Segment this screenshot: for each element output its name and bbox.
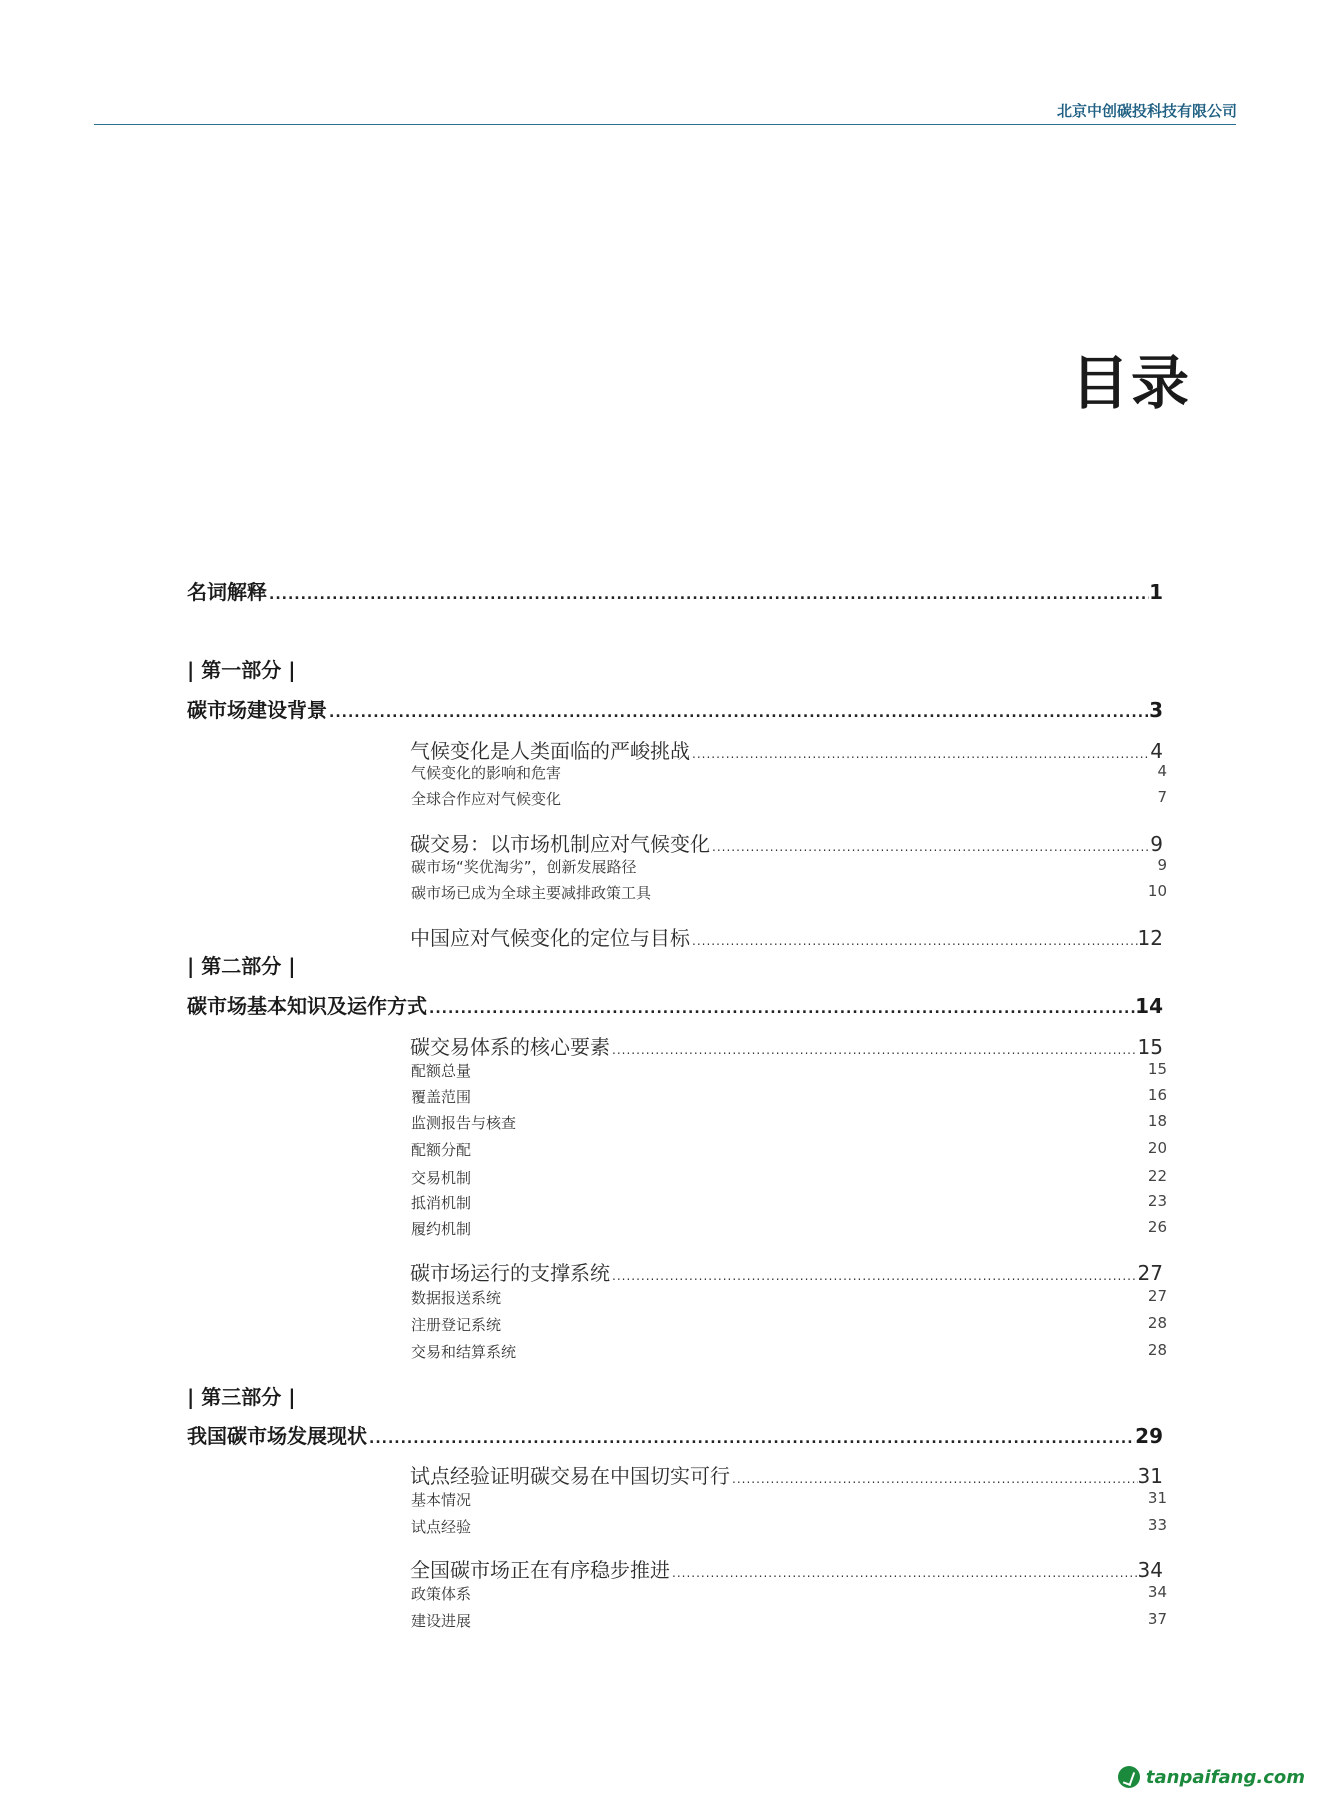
part-marker-2: | 第二部分 | — [187, 954, 296, 978]
toc-subitem[interactable] — [411, 1287, 1167, 1308]
dot-leader — [427, 1001, 1135, 1017]
toc-page-number: 10 — [1147, 882, 1167, 900]
toc-section-label: 试点经验证明碳交易在中国切实可行 — [410, 1464, 730, 1488]
toc-subitem[interactable] — [411, 882, 1167, 903]
toc-subitem[interactable] — [411, 1139, 1167, 1160]
toc-subitem-label: 配额分配 — [411, 1141, 472, 1159]
dot-leader — [367, 1431, 1135, 1447]
toc-page-number: 20 — [1147, 1139, 1167, 1157]
toc-page-number: 16 — [1147, 1086, 1167, 1104]
toc-section[interactable] — [410, 828, 1163, 857]
toc-page-number: 26 — [1147, 1218, 1167, 1236]
toc-subitem[interactable] — [411, 1341, 1167, 1362]
toc-page-number: 18 — [1147, 1112, 1167, 1130]
toc-subitem[interactable] — [411, 1583, 1167, 1604]
toc-section[interactable] — [410, 1257, 1163, 1286]
dot-leader — [327, 705, 1149, 721]
toc-page-number: 12 — [1137, 926, 1163, 950]
toc-subitem[interactable] — [411, 1060, 1167, 1081]
toc-page-number: 31 — [1147, 1489, 1167, 1507]
company-name: 北京中创碳投科技有限公司 — [1056, 102, 1237, 120]
watermark — [1118, 1766, 1305, 1788]
toc-entry-label: 碳市场基本知识及运作方式 — [187, 994, 427, 1018]
toc-subitem[interactable] — [411, 1489, 1167, 1510]
leaf-logo-icon — [1118, 1766, 1140, 1788]
toc-page-number: 27 — [1137, 1261, 1163, 1285]
toc-subitem[interactable] — [411, 1610, 1167, 1631]
toc-subitem-label: 全球合作应对气候变化 — [411, 790, 562, 808]
part-marker-1: | 第一部分 | — [187, 658, 296, 682]
toc-page-number: 33 — [1147, 1516, 1167, 1534]
toc-subitem-label: 履约机制 — [411, 1220, 472, 1238]
toc-subitem-label: 交易和结算系统 — [411, 1343, 517, 1361]
toc-subitem[interactable] — [411, 1192, 1167, 1213]
toc-subitem[interactable] — [411, 856, 1167, 877]
toc-page-number: 1 — [1149, 580, 1163, 604]
dot-leader — [690, 934, 1138, 948]
toc-section[interactable] — [410, 1554, 1163, 1583]
toc-page-number: 9 — [1157, 856, 1167, 874]
toc-subitem-label: 数据报送系统 — [411, 1289, 502, 1307]
toc-subitem-label: 配额总量 — [411, 1062, 472, 1080]
toc-entry-part3[interactable] — [187, 1420, 1163, 1449]
toc-subitem[interactable] — [411, 762, 1167, 783]
dot-leader — [610, 1269, 1138, 1283]
toc-section-label: 碳市场运行的支撑系统 — [410, 1261, 610, 1285]
toc-entry-part2[interactable] — [187, 990, 1163, 1019]
toc-subitem[interactable] — [411, 1112, 1167, 1133]
toc-subitem-label: 监测报告与核查 — [411, 1114, 517, 1132]
toc-page-number: 3 — [1149, 698, 1163, 722]
toc-page-number: 29 — [1135, 1424, 1163, 1448]
dot-leader — [730, 1472, 1138, 1486]
toc-section-label: 中国应对气候变化的定位与目标 — [410, 926, 690, 950]
header-divider — [94, 124, 1236, 125]
toc-section-label: 气候变化是人类面临的严峻挑战 — [410, 739, 690, 763]
toc-page-number: 15 — [1147, 1060, 1167, 1078]
toc-page-number: 14 — [1135, 994, 1163, 1018]
toc-subitem-label: 碳市场“奖优淘劣”，创新发展路径 — [411, 858, 637, 876]
toc-subitem-label: 抵消机制 — [411, 1194, 472, 1212]
toc-page-number: 31 — [1137, 1464, 1163, 1488]
toc-subitem-label: 注册登记系统 — [411, 1316, 502, 1334]
toc-page-number: 34 — [1147, 1583, 1167, 1601]
toc-page-number: 28 — [1147, 1314, 1167, 1332]
toc-page-number: 23 — [1147, 1192, 1167, 1210]
toc-page-number: 4 — [1157, 762, 1167, 780]
toc-subitem[interactable] — [411, 1086, 1167, 1107]
toc-subitem[interactable] — [411, 1167, 1167, 1188]
toc-subitem-label: 碳市场已成为全球主要减排政策工具 — [411, 884, 652, 902]
toc-subitem[interactable] — [411, 1516, 1167, 1537]
toc-page-number: 37 — [1147, 1610, 1167, 1628]
toc-page-number: 28 — [1147, 1341, 1167, 1359]
toc-section-label: 碳交易体系的核心要素 — [410, 1035, 610, 1059]
toc-subitem-label: 试点经验 — [411, 1518, 472, 1536]
toc-subitem-label: 交易机制 — [411, 1169, 472, 1187]
toc-section[interactable] — [410, 1031, 1163, 1060]
toc-entry-label: 名词解释 — [187, 580, 267, 604]
toc-entry-part1[interactable] — [187, 694, 1163, 723]
toc-subitem[interactable] — [411, 1314, 1167, 1335]
toc-subitem-label: 基本情况 — [411, 1491, 472, 1509]
toc-subitem[interactable] — [411, 788, 1167, 809]
toc-page-number: 27 — [1147, 1287, 1167, 1305]
toc-section[interactable] — [410, 735, 1163, 764]
toc-entry-glossary[interactable] — [187, 576, 1163, 605]
toc-page-number: 22 — [1147, 1167, 1167, 1185]
toc-section-label: 碳交易：以市场机制应对气候变化 — [410, 832, 710, 856]
toc-page-number: 9 — [1150, 832, 1163, 856]
toc-subitem-label: 气候变化的影响和危害 — [411, 764, 562, 782]
toc-subitem-label: 政策体系 — [411, 1585, 472, 1603]
dot-leader — [710, 840, 1150, 854]
dot-leader — [690, 747, 1150, 761]
toc-section[interactable] — [410, 922, 1163, 951]
toc-subitem[interactable] — [411, 1218, 1167, 1239]
page-title: 目录 — [1070, 349, 1191, 417]
dot-leader — [610, 1043, 1138, 1057]
dot-leader — [267, 587, 1149, 603]
toc-subitem-label: 覆盖范围 — [411, 1088, 472, 1106]
toc-page-number: 34 — [1137, 1558, 1163, 1582]
toc-section-label: 全国碳市场正在有序稳步推进 — [410, 1558, 670, 1582]
toc-entry-label: 我国碳市场发展现状 — [187, 1424, 367, 1448]
watermark-text: tanpaifang.com — [1145, 1766, 1305, 1788]
dot-leader — [670, 1566, 1138, 1580]
toc-entry-label: 碳市场建设背景 — [187, 698, 327, 722]
toc-subitem-label: 建设进展 — [411, 1612, 472, 1630]
part-marker-3: | 第三部分 | — [187, 1385, 296, 1409]
toc-section[interactable] — [410, 1460, 1163, 1489]
toc-page-number: 7 — [1157, 788, 1167, 806]
toc-page-number: 15 — [1137, 1035, 1163, 1059]
toc-page-number: 4 — [1150, 739, 1163, 763]
